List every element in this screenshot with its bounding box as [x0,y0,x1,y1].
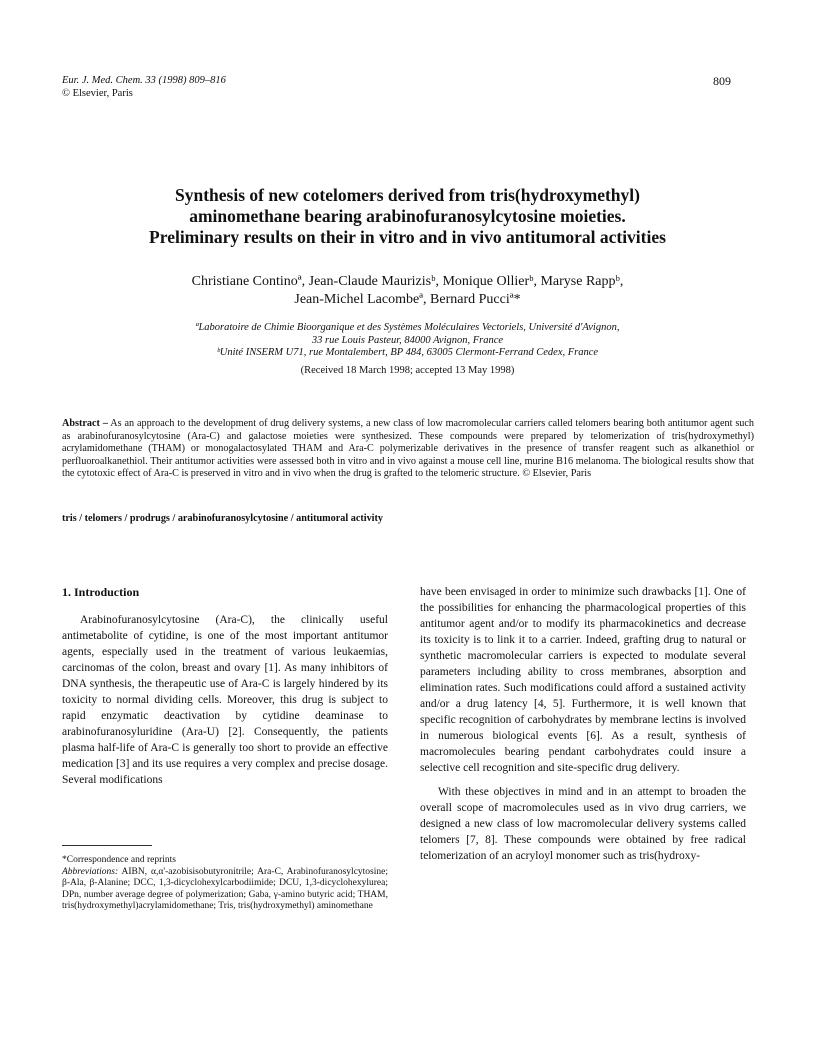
abbreviations-text: AIBN, α,α'-azobisisobutyronitrile; Ara-C, Arabinofuranosylcytosine; β-Ala, β-Alanine; DCC, 1,3-dicyclohexylcarbodiimide; DCU, 1,3-dicyclohexylurea; DPn, number average degree of polymerization; Gaba, γ-amino butyric acid; THAM, tris(hydroxymethyl)acrylamidomethane; Tris, tris(hydroxymethyl) aminomethane [62,866,388,911]
affiliation-a-address: 33 rue Louis Pasteur, 84000 Avignon, France [311,334,504,346]
right-column [420,584,746,864]
received-dates: (Received 18 March 1998; accepted 13 May 1998) [300,365,515,376]
intro-paragraph-continued: have been envisaged in order to minimize such drawbacks [1]. One of the possibilities for enhancing the pharmacological properties of this antitumor agent and/or to modify its pharmacokinetics and decrease its toxicity is to link it to a carrier. Indeed, grafting drug to natural or synthetic macromolecular carriers is expected to modulate several parameters including ability to cross membranes, absorption and elimination rates. Such modifications could afford a sustained activity and/or a drug latency [4, 5]. Furthermore, it is well known that specific recognition of carbohydrates by membrane lectins is involved in numerous biological events [6]. As a result, synthesis of macromolecules bearing pendant carbohydrates could insure a selective cell recognition and site-specific drug delivery. [420,586,746,774]
keywords: tris / telomers / prodrugs / arabinofuranosylcytosine / antitumoral activity [62,513,383,524]
section-heading: 1. Introduction [62,585,140,599]
footnote-divider [62,845,152,846]
intro-paragraph-1: Arabinofuranosylcytosine (Ara-C), the clinically useful antimetabolite of cytidine, is one of the most important antitumor agents, especially used in the treatment of various leukaemias, carcinomas of the colon, breast and ovary [1]. As many inhibitors of DNA synthesis, the therapeutic use of Ara-C is largely hindered by its toxicity to normal dividing cells. Moreover, this drug is subject to rapid enzymatic deactivation by cytidine deaminase to arabinofuranosyluridine (Ara-U) [2]. Consequently, the patients plasma half-life of Ara-C is generally too short to provide an effective medication [3] and its use requires a very complex and precise dosage. Several modifications [62,614,388,786]
authors [60,273,755,309]
affiliation-a: ªLaboratoire de Chimie Bioorganique et des Systèmes Moléculaires Vectoriels, Université d'Avignon, [195,322,620,333]
correspondence-note: *Correspondence and reprints [62,855,176,865]
journal-citation: Eur. J. Med. Chem. 33 (1998) 809–816 [62,75,226,86]
footnote [62,855,388,913]
authors-line-2: Jean-Michel Lacombeª, Bernard Pucciª* [294,292,521,307]
title-line-2: aminomethane bearing arabinofuranosylcytosine moieties. [189,206,626,226]
affiliation-b: ᵇUnité INSERM U71, rue Montalembert, BP 484, 63005 Clermont-Ferrand Cedex, France [216,347,599,358]
abbreviations-label: Abbreviations: [62,866,119,877]
paper-title [60,185,755,248]
title-line-3: Preliminary results on their in vitro and in vivo antitumoral activities [149,227,666,247]
left-column [62,584,388,788]
journal-header [62,74,226,100]
abstract-label: Abstract – [62,418,108,429]
page-number: 809 [713,74,731,88]
publisher: © Elsevier, Paris [62,88,133,99]
intro-paragraph-2: With these objectives in mind and in an attempt to broaden the overall scope of macromolecules used as in vivo drug carriers, we designed a new class of low macromolecular delivery systems called telomers [7, 8]. These compounds were obtained by free radical telomerization of an acryloyl monomer such as tris(hydroxy- [420,786,746,862]
abstract [62,418,754,481]
authors-line-1: Christiane Continoª, Jean-Claude Maurizisᵇ, Monique Ollierᵇ, Maryse Rappᵇ, [191,274,624,289]
abbreviations-note [62,867,388,913]
abstract-text: As an approach to the development of drug delivery systems, a new class of low macromolecular carriers called telomers bearing both antitumor agent such as arabinofuranosylcytosine (Ara-C) and galactose moieties were synthesized. These compounds were prepared by telomerization of tris(hydroxymethyl) acrylamidomethane (THAM) or monogalactosylated THAM and Ara-C polymerizable derivatives in the presence of transfer reagent such as alkanethiol or perfluoroalkanethiol. Their antitumor activities were assessed both in vitro and in vivo against a mouse cell line, murine B16 melanoma. The biological results show that the cytotoxic effect of Ara-C is preserved in vitro and in vivo when the drug is grafted to the telomeric structure. © Elsevier, Paris [62,418,754,479]
title-line-1: Synthesis of new cotelomers derived from tris(hydroxymethyl) [175,185,640,205]
affiliations [60,322,755,360]
